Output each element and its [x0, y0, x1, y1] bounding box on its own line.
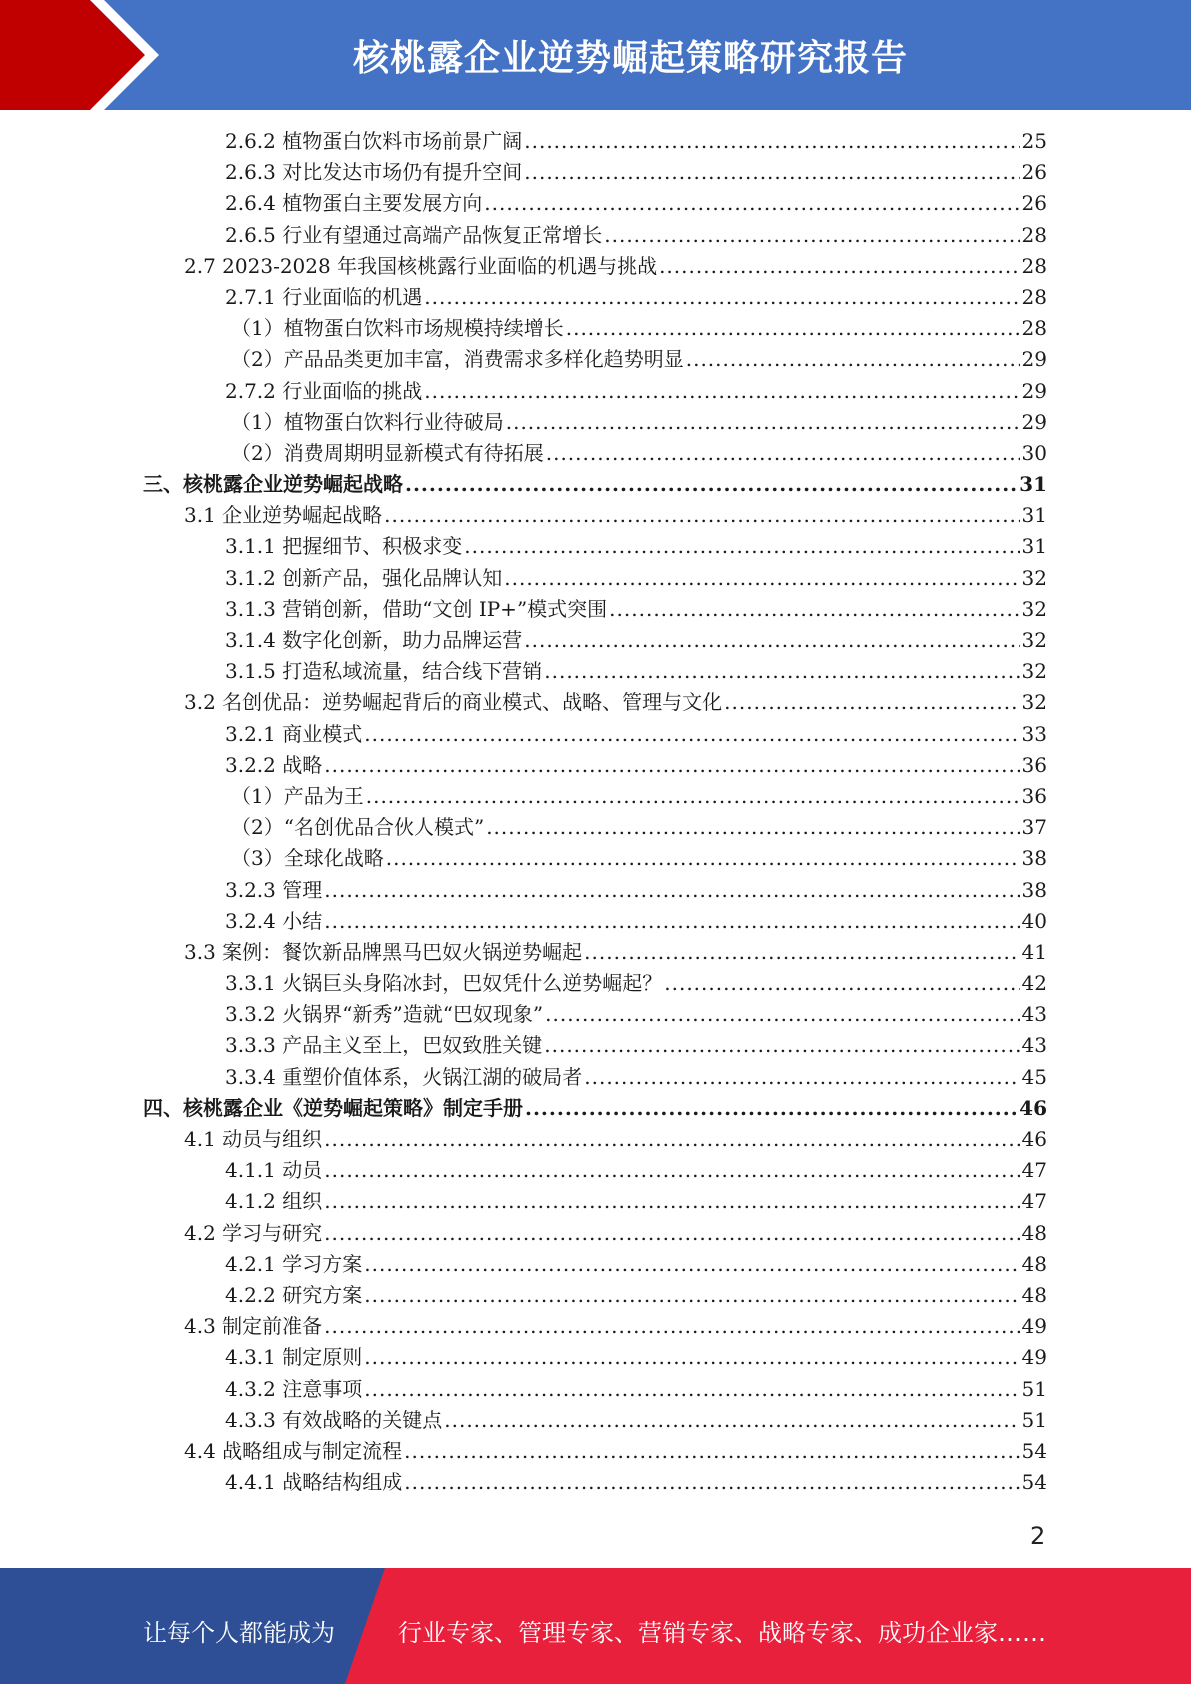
toc-entry-title: （1）产品为王: [231, 783, 364, 808]
toc-entry[interactable]: [0, 594, 1191, 625]
dot-leader: [584, 1062, 1019, 1093]
toc-entry[interactable]: [0, 1405, 1191, 1436]
dot-leader: [405, 469, 1017, 500]
toc-entry-page: 36: [1021, 752, 1047, 777]
toc-entry-page: 38: [1021, 846, 1047, 871]
toc-entry[interactable]: [0, 1186, 1191, 1217]
toc-entry[interactable]: [0, 1342, 1191, 1373]
toc-entry[interactable]: [0, 781, 1191, 812]
toc-entry[interactable]: [0, 1062, 1191, 1093]
toc-entry[interactable]: [0, 625, 1191, 656]
dot-leader: [364, 1280, 1019, 1311]
toc-entry[interactable]: [0, 531, 1191, 562]
toc-entry[interactable]: [0, 906, 1191, 937]
dot-leader: [324, 1124, 1019, 1155]
dot-leader: [525, 1093, 1017, 1124]
dot-leader: [324, 1311, 1019, 1342]
toc-entry-title: 3.1.5 打造私域流量，结合线下营销: [225, 659, 543, 684]
toc-entry-page: 43: [1021, 1033, 1047, 1058]
dot-leader: [664, 968, 1019, 999]
toc-entry-page: 31: [1021, 534, 1047, 559]
toc-entry[interactable]: [0, 812, 1191, 843]
toc-entry-page: 31: [1019, 472, 1047, 497]
dot-leader: [609, 594, 1019, 625]
toc-entry-page: 48: [1021, 1220, 1047, 1245]
toc-entry[interactable]: [0, 1249, 1191, 1280]
page-number: 2: [1030, 1522, 1046, 1550]
dot-leader: [324, 1155, 1019, 1186]
toc-entry[interactable]: [0, 469, 1191, 500]
toc-entry-page: 31: [1021, 503, 1047, 528]
dot-leader: [324, 906, 1019, 937]
toc-entry-title: （1）植物蛋白饮料行业待破局: [231, 409, 504, 434]
toc-entry[interactable]: [0, 157, 1191, 188]
dot-leader: [506, 407, 1020, 438]
toc-entry-page: 26: [1021, 191, 1047, 216]
toc-entry[interactable]: [0, 1280, 1191, 1311]
dot-leader: [484, 188, 1019, 219]
toc-entry-page: 48: [1021, 1251, 1047, 1276]
toc-entry-page: 47: [1021, 1189, 1047, 1214]
dot-leader: [404, 1436, 1019, 1467]
dot-leader: [604, 220, 1019, 251]
header-banner: [0, 0, 1191, 110]
toc-entry-title: 3.1 企业逆势崛起战略: [184, 503, 383, 528]
toc-entry[interactable]: [0, 1436, 1191, 1467]
toc-entry-title: 三、核桃露企业逆势崛起战略: [143, 472, 403, 497]
dot-leader: [324, 1186, 1019, 1217]
toc-entry-title: （2）“名创优品合伙人模式”: [231, 815, 485, 840]
toc-entry[interactable]: [0, 407, 1191, 438]
toc-entry-title: 3.1.3 营销创新，借助“文创 IP+”模式突围: [225, 596, 608, 621]
dot-leader: [384, 500, 1019, 531]
dot-leader: [324, 750, 1019, 781]
toc-entry[interactable]: [0, 563, 1191, 594]
toc-entry-page: 30: [1021, 440, 1047, 465]
footer-slogan-left: 让每个人都能成为: [143, 1619, 335, 1647]
toc-entry-title: 4.3.3 有效战略的关键点: [225, 1407, 443, 1432]
toc-entry-page: 47: [1021, 1158, 1047, 1183]
toc-entry-page: 36: [1021, 783, 1047, 808]
dot-leader: [404, 1467, 1019, 1498]
toc-entry-title: 4.2.1 学习方案: [225, 1251, 363, 1276]
dot-leader: [424, 376, 1019, 407]
toc-entry[interactable]: [0, 1374, 1191, 1405]
dot-leader: [724, 687, 1019, 718]
toc-entry-title: 4.4.1 战略结构组成: [225, 1470, 403, 1495]
toc-entry-page: 45: [1021, 1064, 1047, 1089]
toc-entry[interactable]: [0, 251, 1191, 282]
toc-entry[interactable]: [0, 843, 1191, 874]
toc-entry-page: 38: [1021, 877, 1047, 902]
toc-entry-title: 3.3 案例：餐饮新品牌黑马巴奴火锅逆势崛起: [184, 939, 583, 964]
dot-leader: [686, 344, 1020, 375]
toc-entry-title: （2）产品品类更加丰富，消费需求多样化趋势明显: [231, 347, 684, 372]
toc-entry[interactable]: [0, 438, 1191, 469]
toc-entry-title: 3.3.1 火锅巨头身陷冰封，巴奴凭什么逆势崛起？: [225, 971, 663, 996]
dot-leader: [486, 812, 1019, 843]
toc-entry-page: 32: [1021, 690, 1047, 715]
toc-entry-title: 4.4 战略组成与制定流程: [184, 1438, 403, 1463]
toc-entry-title: 2.7.2 行业面临的挑战: [225, 378, 423, 403]
toc-entry-page: 51: [1021, 1407, 1047, 1432]
table-of-contents: [0, 126, 1191, 1498]
toc-entry-title: 3.2.2 战略: [225, 752, 323, 777]
dot-leader: [364, 1342, 1019, 1373]
toc-entry[interactable]: [0, 1093, 1191, 1124]
dot-leader: [524, 126, 1019, 157]
toc-entry-page: 46: [1019, 1095, 1047, 1120]
dot-leader: [544, 656, 1019, 687]
dot-leader: [444, 1405, 1019, 1436]
toc-entry-page: 41: [1021, 939, 1047, 964]
toc-entry-page: 54: [1021, 1438, 1047, 1463]
toc-entry-page: 29: [1021, 378, 1047, 403]
toc-entry-title: 3.2.3 管理: [225, 877, 323, 902]
toc-entry-page: 43: [1021, 1002, 1047, 1027]
toc-entry-title: 3.2.4 小结: [225, 908, 323, 933]
toc-entry[interactable]: [0, 999, 1191, 1030]
toc-entry-page: 28: [1021, 316, 1047, 341]
toc-entry-title: （1）植物蛋白饮料市场规模持续增长: [231, 316, 564, 341]
toc-entry-page: 51: [1021, 1376, 1047, 1401]
toc-entry-title: 3.2.1 商业模式: [225, 721, 363, 746]
toc-entry[interactable]: [0, 126, 1191, 157]
toc-entry-page: 49: [1021, 1345, 1047, 1370]
toc-entry-title: 2.6.4 植物蛋白主要发展方向: [225, 191, 483, 216]
dot-leader: [464, 531, 1019, 562]
toc-entry[interactable]: [0, 220, 1191, 251]
toc-entry-title: 2.7.1 行业面临的机遇: [225, 284, 423, 309]
dot-leader: [364, 1374, 1019, 1405]
toc-entry[interactable]: [0, 656, 1191, 687]
toc-entry[interactable]: [0, 1218, 1191, 1249]
toc-entry-title: 4.3 制定前准备: [184, 1314, 323, 1339]
toc-entry-title: 2.6.5 行业有望通过高端产品恢复正常增长: [225, 222, 603, 247]
report-title: 核桃露企业逆势崛起策略研究报告: [352, 38, 908, 79]
toc-entry[interactable]: [0, 968, 1191, 999]
dot-leader: [386, 843, 1020, 874]
toc-entry[interactable]: [0, 687, 1191, 718]
toc-entry-title: 4.3.1 制定原则: [225, 1345, 363, 1370]
toc-entry-title: 四、核桃露企业《逆势崛起策略》制定手册: [143, 1095, 523, 1120]
toc-entry[interactable]: [0, 1155, 1191, 1186]
footer-banner: [0, 1568, 1191, 1684]
toc-entry-title: 2.6.2 植物蛋白饮料市场前景广阔: [225, 129, 523, 153]
toc-entry[interactable]: [0, 376, 1191, 407]
dot-leader: [546, 438, 1020, 469]
toc-entry-title: 3.3.2 火锅界“新秀”造就“巴奴现象”: [225, 1002, 544, 1027]
toc-entry-page: 32: [1021, 659, 1047, 684]
toc-entry-title: 2.6.3 对比发达市场仍有提升空间: [225, 160, 523, 185]
dot-leader: [524, 625, 1019, 656]
toc-entry-title: 3.3.3 产品主义至上，巴奴致胜关键: [225, 1033, 543, 1058]
dot-leader: [364, 719, 1019, 750]
toc-entry[interactable]: [0, 1467, 1191, 1498]
dot-leader: [364, 1249, 1019, 1280]
dot-leader: [524, 157, 1019, 188]
toc-entry-title: 4.1 动员与组织: [184, 1127, 323, 1151]
toc-entry-page: 28: [1021, 284, 1047, 309]
toc-entry[interactable]: [0, 313, 1191, 344]
toc-entry-title: 2.7 2023-2028 年我国核桃露行业面临的机遇与挑战: [184, 253, 658, 278]
toc-entry-page: 28: [1021, 222, 1047, 247]
toc-entry[interactable]: [0, 344, 1191, 375]
footer-slogan-right: 行业专家、管理专家、营销专家、战略专家、成功企业家……: [398, 1619, 1046, 1647]
toc-entry-page: 32: [1021, 596, 1047, 621]
toc-entry-title: 4.1.1 动员: [225, 1158, 323, 1183]
dot-leader: [324, 1218, 1019, 1249]
dot-leader: [545, 999, 1019, 1030]
toc-entry-page: 37: [1021, 815, 1047, 840]
toc-entry-title: 3.1.2 创新产品，强化品牌认知: [225, 565, 503, 590]
toc-entry[interactable]: [0, 188, 1191, 219]
dot-leader: [659, 251, 1019, 282]
toc-entry[interactable]: [0, 282, 1191, 313]
toc-entry-title: 4.2.2 研究方案: [225, 1282, 363, 1307]
dot-leader: [566, 313, 1020, 344]
toc-entry-page: 29: [1021, 347, 1047, 372]
toc-entry-page: 25: [1021, 129, 1047, 153]
toc-entry-title: 3.1.1 把握细节、积极求变: [225, 534, 463, 559]
toc-entry-title: 4.3.2 注意事项: [225, 1376, 363, 1401]
toc-entry-title: 3.3.4 重塑价值体系，火锅江湖的破局者: [225, 1064, 583, 1089]
dot-leader: [584, 937, 1019, 968]
toc-entry-page: 32: [1021, 565, 1047, 590]
toc-entry[interactable]: [0, 1124, 1191, 1155]
toc-entry[interactable]: [0, 750, 1191, 781]
toc-entry-title: 3.1.4 数字化创新，助力品牌运营: [225, 628, 523, 652]
toc-entry-page: 28: [1021, 253, 1047, 278]
toc-entry[interactable]: [0, 1311, 1191, 1342]
toc-entry-title: 4.2 学习与研究: [184, 1220, 323, 1245]
toc-entry[interactable]: [0, 937, 1191, 968]
toc-entry[interactable]: [0, 719, 1191, 750]
toc-entry-title: （2）消费周期明显新模式有待拓展: [231, 440, 544, 465]
dot-leader: [324, 875, 1019, 906]
dot-leader: [504, 563, 1019, 594]
toc-entry-page: 40: [1021, 908, 1047, 933]
dot-leader: [366, 781, 1020, 812]
toc-entry-page: 54: [1021, 1470, 1047, 1495]
toc-entry-page: 26: [1021, 160, 1047, 185]
toc-entry-page: 33: [1021, 721, 1047, 746]
toc-entry-title: 3.2 名创优品：逆势崛起背后的商业模式、战略、管理与文化: [184, 690, 723, 715]
toc-entry[interactable]: [0, 875, 1191, 906]
toc-entry[interactable]: [0, 500, 1191, 531]
toc-entry-page: 29: [1021, 409, 1047, 434]
toc-entry-title: （3）全球化战略: [231, 846, 384, 871]
toc-entry-page: 49: [1021, 1314, 1047, 1339]
toc-entry-page: 48: [1021, 1282, 1047, 1307]
dot-leader: [544, 1030, 1019, 1061]
dot-leader: [424, 282, 1019, 313]
toc-entry-title: 4.1.2 组织: [225, 1189, 323, 1214]
toc-entry[interactable]: [0, 1030, 1191, 1061]
toc-entry-page: 46: [1021, 1127, 1047, 1151]
toc-entry-page: 42: [1021, 971, 1047, 996]
toc-entry-page: 32: [1021, 628, 1047, 652]
